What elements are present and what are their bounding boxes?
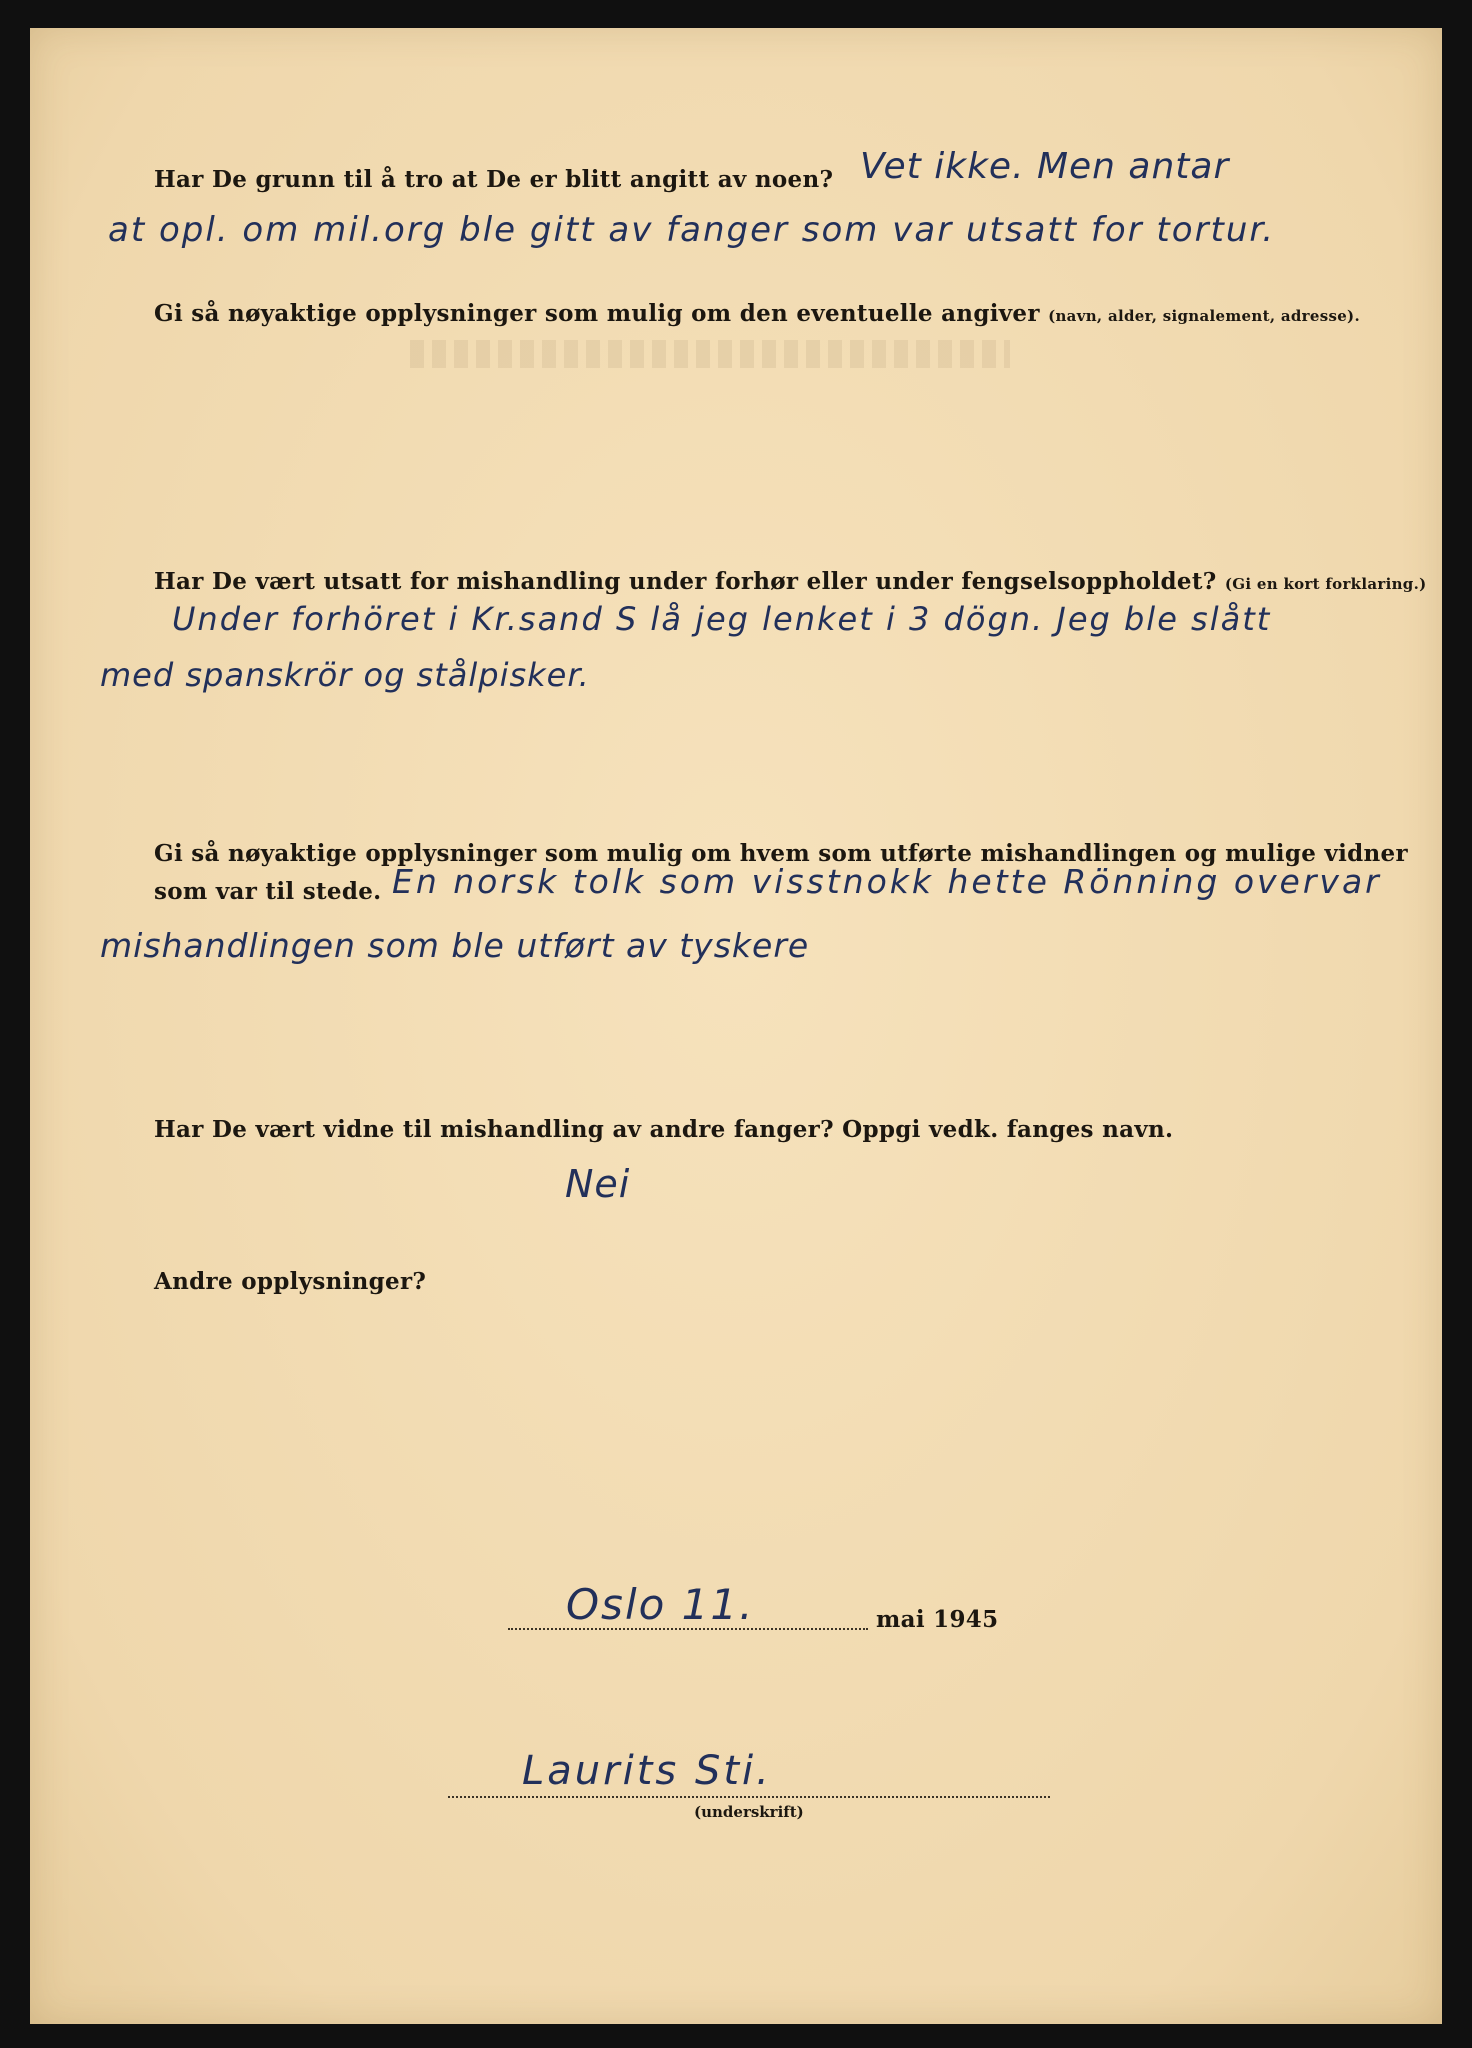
date-month-year: mai 1945 — [876, 1606, 999, 1633]
question-informer-main: Gi så nøyaktige opplysninger som mulig om den eventuelle angiver — [154, 300, 1040, 327]
question-mistreatment-note: (Gi en kort forklaring.) — [1224, 575, 1427, 593]
question-mistreatment — [154, 568, 1427, 595]
answer-witness: Nei — [565, 1162, 631, 1206]
bleed-through-text — [410, 340, 1010, 368]
question-perpetrators-line2: som var til stede. — [154, 878, 382, 905]
question-informer-note: (navn, alder, signalement, adresse). — [1048, 307, 1360, 325]
place-day-handwritten: Oslo 11. — [566, 1580, 755, 1629]
signature-label: (underskrift) — [694, 1803, 804, 1821]
question-informer-details — [154, 300, 1360, 327]
answer-perpetrators-line2: mishandlingen som ble utført av tyskere — [100, 926, 810, 965]
answer-denounced-line1: Vet ikke. Men antar — [860, 146, 1230, 187]
question-perpetrators-line1: Gi så nøyaktige opplysninger som mulig om hvem som utførte mishandlingen og mulige vidner — [154, 840, 1408, 867]
signature-line — [448, 1796, 1050, 1798]
document-page — [30, 28, 1442, 2024]
question-witness: Har De vært vidne til mishandling av andre fanger? Oppgi vedk. fanges navn. — [154, 1116, 1174, 1143]
answer-perpetrators-line1: En norsk tolk som visstnokk hette Rönning overvar — [392, 862, 1382, 901]
signature-handwritten: Laurits Sti. — [522, 1748, 772, 1794]
question-denounced: Har De grunn til å tro at De er blitt angitt av noen? — [154, 166, 834, 193]
question-mistreatment-main: Har De vært utsatt for mishandling under forhør eller under fengselsoppholdet? — [154, 568, 1217, 595]
question-other-info: Andre opplysninger? — [154, 1268, 427, 1295]
answer-denounced-line2: at opl. om mil.org ble gitt av fanger som var utsatt for tortur. — [108, 210, 1276, 250]
place-date-line — [508, 1628, 868, 1630]
answer-mistreatment-line2: med spanskrör og stålpisker. — [100, 656, 590, 694]
answer-mistreatment-line1: Under forhöret i Kr.sand S lå jeg lenket i 3 dögn. Jeg ble slått — [172, 600, 1272, 638]
